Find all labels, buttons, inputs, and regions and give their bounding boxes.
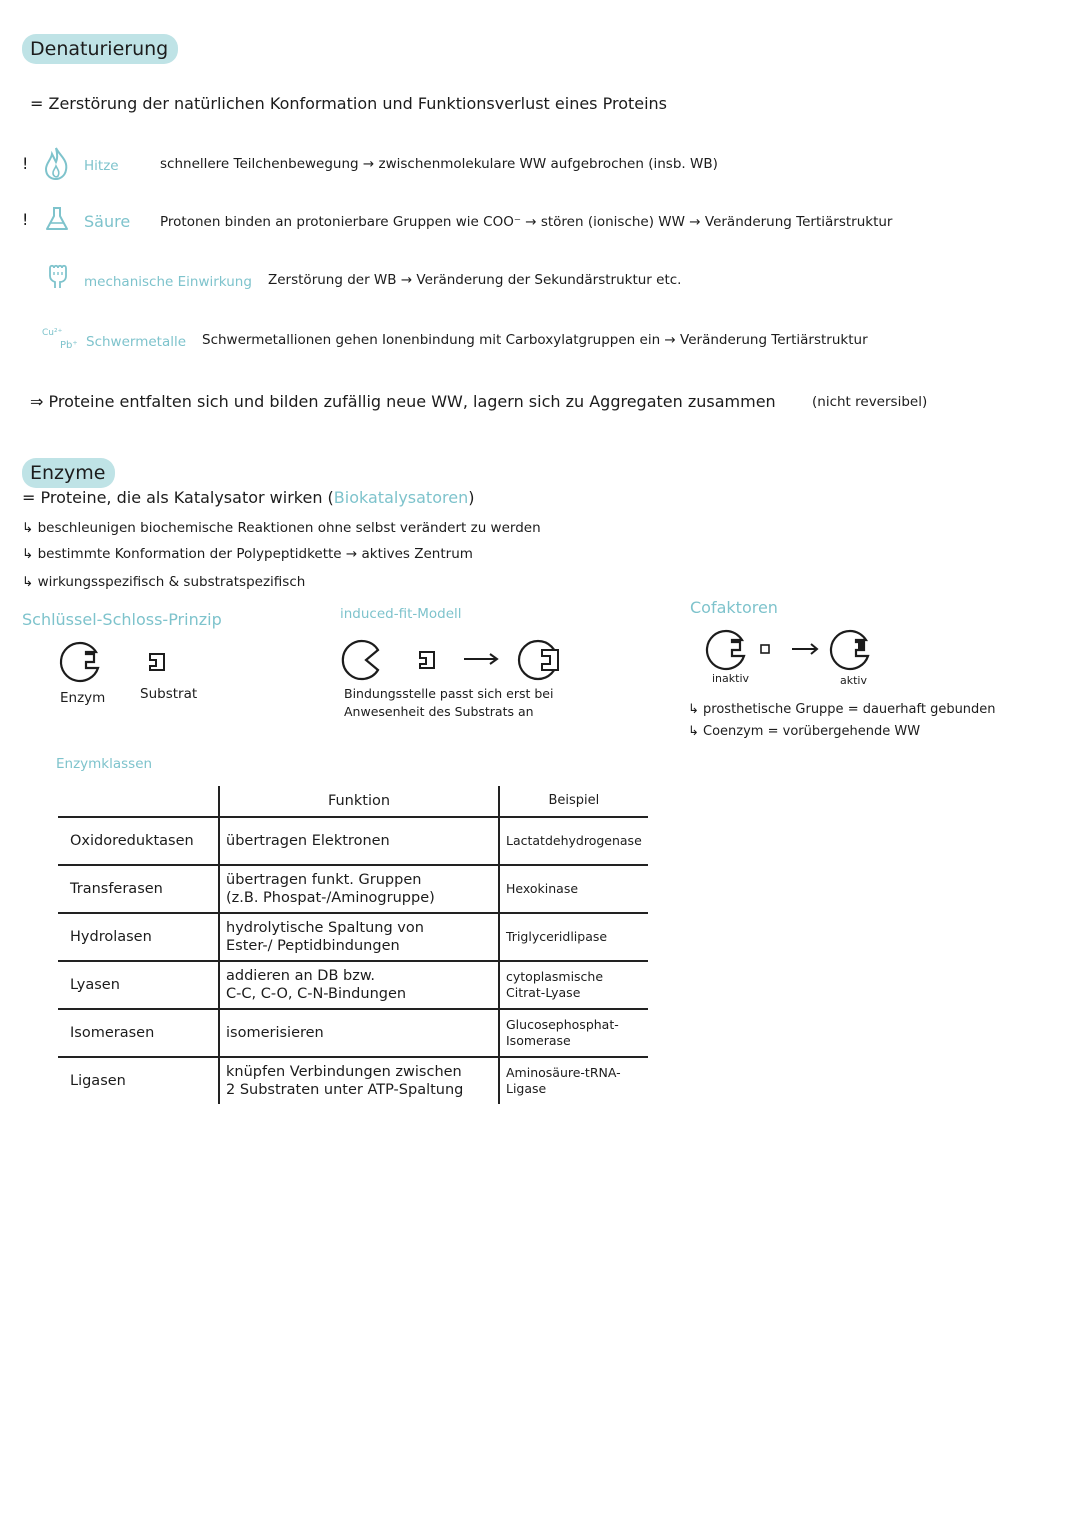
cause-text-mechanical: Zerstörung der WB → Veränderung der Sekundärstruktur etc.	[268, 272, 682, 288]
flame-icon	[42, 146, 70, 180]
example-line: Triglyceridlipase	[506, 929, 608, 945]
lock-key-title: Schlüssel-Schloss-Prinzip	[22, 610, 222, 629]
enzyme-substrate-complex-diagram	[516, 638, 564, 682]
arrow-right-icon	[462, 652, 500, 666]
function-line: übertragen funkt. Gruppen	[226, 871, 422, 888]
table-header-example: Beispiel	[499, 786, 648, 817]
class-name: Ligasen	[70, 1072, 126, 1089]
fist-icon	[46, 262, 72, 290]
example-line: Citrat-Lyase	[506, 985, 581, 1000]
function-line: (z.B. Phospat-/Aminogruppe)	[226, 890, 435, 906]
induced-fit-caption: Anwesenheit des Substrats an	[344, 704, 534, 719]
induced-fit-title: induced-fit-Modell	[340, 606, 462, 622]
example-line: Hexokinase	[506, 881, 579, 897]
ion-lead: Pb⁺	[60, 340, 78, 351]
flask-icon	[44, 206, 70, 232]
class-name: Hydrolasen	[58, 913, 219, 961]
inactive-label: inaktiv	[712, 672, 750, 685]
function-line: übertragen Elektronen	[226, 832, 390, 849]
class-example	[499, 913, 648, 961]
ion-copper: Cu²⁺	[42, 328, 63, 338]
function-line: 2 Substraten unter ATP-Spaltung	[226, 1082, 464, 1098]
enzyme-classes-table	[58, 786, 648, 1104]
cofactor-square	[760, 644, 770, 654]
induced-fit-caption: Bindungsstelle passt sich erst bei	[344, 686, 554, 701]
cause-label-acid: Säure	[84, 212, 131, 231]
cause-label-heat: Hitze	[84, 158, 119, 174]
class-function	[219, 865, 499, 913]
enzyme-classes-title: Enzymklassen	[56, 756, 153, 772]
cofactors-title: Cofaktoren	[690, 598, 778, 617]
function-line: isomerisieren	[226, 1024, 324, 1041]
enzyme-def-highlight: Biokatalysatoren	[333, 488, 469, 507]
table-header-cell	[58, 786, 219, 817]
enzyme-point: ↳ bestimmte Konformation der Polypeptidkette → aktives Zentrum	[22, 546, 473, 562]
cause-text-heavy-metals: Schwermetallionen gehen Ionenbindung mit Carboxylatgruppen ein → Veränderung Tertiärstruktur	[202, 332, 868, 348]
example-line: cytoplasmische	[506, 969, 604, 985]
class-name: Lyasen	[58, 961, 219, 1009]
enzyme-def-prefix: = Proteine, die als Katalysator wirken (	[22, 488, 334, 507]
section-title-denaturierung: Denaturierung	[22, 34, 178, 64]
cofactor-note: ↳ prosthetische Gruppe = dauerhaft gebunden	[688, 702, 996, 717]
substrate-diagram	[146, 652, 168, 672]
example-line: Lactatdehydrogenase	[506, 833, 642, 849]
function-line: Ester-/ Peptidbindungen	[226, 938, 400, 954]
table-row	[58, 1009, 648, 1057]
enzyme-def-suffix: )	[468, 488, 475, 507]
table-header-row	[58, 786, 648, 817]
function-line: knüpfen Verbindungen zwischen	[226, 1063, 462, 1080]
function-line: addieren an DB bzw.	[226, 967, 375, 984]
cofactor-note: ↳ Coenzym = vorübergehende WW	[688, 724, 921, 739]
class-example	[499, 865, 648, 913]
active-label: aktiv	[840, 674, 867, 687]
substrate-diagram	[416, 650, 438, 670]
example-line: Ligase	[506, 1081, 547, 1096]
class-example	[499, 1009, 648, 1057]
cause-label-mechanical: mechanische Einwirkung	[84, 274, 252, 290]
enzyme-definition	[22, 488, 474, 507]
table-row	[58, 817, 648, 865]
important-mark: !	[22, 154, 29, 173]
table-row	[58, 913, 648, 961]
cause-text-heat: schnellere Teilchenbewegung → zwischenmolekulare WW aufgebrochen (insb. WB)	[160, 156, 718, 172]
example-line: Aminosäure-tRNA-	[506, 1065, 621, 1081]
substrate-label: Substrat	[140, 686, 198, 702]
function-line: hydrolytische Spaltung von	[226, 919, 424, 936]
class-name: Isomerasen	[58, 1009, 219, 1057]
class-function	[219, 1009, 499, 1057]
arrow-right-icon	[790, 642, 820, 656]
table-row	[58, 1057, 648, 1104]
table-header-function: Funktion	[219, 786, 499, 817]
class-function	[219, 961, 499, 1009]
enzyme-point: ↳ wirkungsspezifisch & substratspezifisch	[22, 574, 306, 590]
denat-conclusion-note: (nicht reversibel)	[812, 394, 928, 410]
enzyme-open-diagram	[340, 638, 384, 682]
function-line: C-C, C-O, C-N-Bindungen	[226, 986, 407, 1002]
enzyme-label: Enzym	[60, 690, 106, 706]
denat-definition: = Zerstörung der natürlichen Konformation und Funktionsverlust eines Proteins	[30, 94, 668, 113]
class-function	[219, 913, 499, 961]
table-row	[58, 865, 648, 913]
example-line: Glucosephosphat-	[506, 1017, 619, 1033]
class-example	[499, 961, 648, 1009]
enzyme-inactive-diagram	[704, 628, 748, 672]
cause-text-acid: Protonen binden an protonierbare Gruppen wie COO⁻ → stören (ionische) WW → Veränderung Tertiärstruktur	[160, 214, 893, 230]
class-name: Transferasen	[58, 865, 219, 913]
class-function	[219, 1057, 499, 1104]
enzyme-point: ↳ beschleunigen biochemische Reaktionen ohne selbst verändert zu werden	[22, 520, 541, 536]
class-function	[219, 817, 499, 865]
class-example	[499, 817, 648, 865]
section-title-enzyme: Enzyme	[22, 458, 115, 488]
table-row	[58, 961, 648, 1009]
denat-conclusion: ⇒ Proteine entfalten sich und bilden zufällig neue WW, lagern sich zu Aggregaten zusammen	[30, 392, 776, 411]
enzyme-diagram	[58, 640, 102, 684]
class-name: Oxidoreduktasen	[58, 817, 219, 865]
cause-label-heavy-metals: Schwermetalle	[86, 334, 187, 350]
important-mark: !	[22, 210, 29, 229]
example-line: Isomerase	[506, 1033, 571, 1048]
enzyme-active-diagram	[828, 628, 872, 672]
class-example	[499, 1057, 648, 1104]
